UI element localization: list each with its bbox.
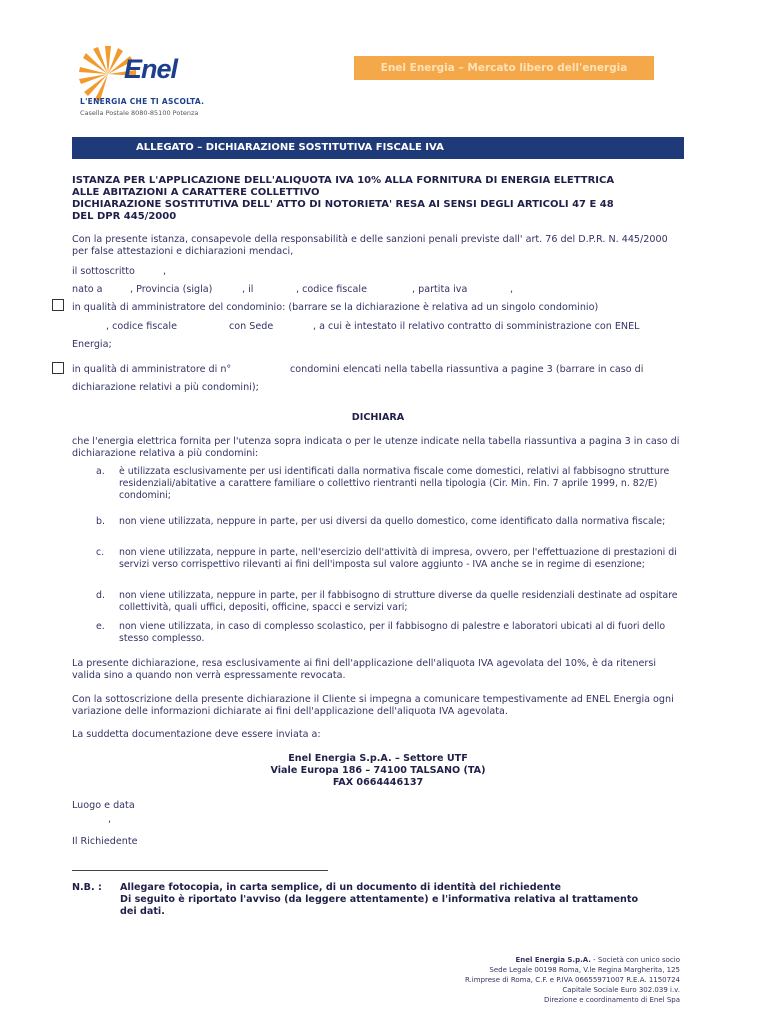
list-marker: d.: [96, 590, 105, 601]
dichiara-intro: che l'energia elettrica fornita per l'utenza sopra indicata o per le utenze indicate nella tabella riassuntiva a pagina 3 in caso di dichiarazione relativa a più condomini:: [72, 436, 680, 460]
option1-text: in qualità di amministratore del condominio: (barrare se la dichiarazione è relativa ad un singolo condominio): [72, 302, 599, 313]
label-partita-iva: , partita iva: [412, 284, 468, 295]
validity-paragraph: La presente dichiarazione, resa esclusivamente ai fini dell'applicazione dell'aliquota IVA agevolata del 10%, è da ritenersi valida sino a quando non verrà espressamente revocata.: [72, 658, 657, 682]
footer-company: [515, 956, 680, 966]
list-text: non viene utilizzata, in caso di complesso scolastico, per il fabbisogno di palestre e laboratori ubicati al di fuori dello stesso complesso.: [119, 621, 666, 644]
heading-line-2: ALLE ABITAZIONI A CARATTERE COLLETTIVO: [72, 187, 320, 198]
option1-contract: , a cui è intestato il relativo contratto di somministrazione con ENEL: [313, 321, 640, 332]
intro-paragraph: Con la presente istanza, consapevole della responsabilità e delle sanzioni penali previste dall' art. 76 del D.P.R. N. 445/2000 per false attestazioni e dichiarazioni mendaci,: [72, 234, 668, 258]
option1-codice-fiscale: , codice fiscale: [106, 321, 177, 332]
footer-line-4: Direzione e coordinamento di Enel Spa: [544, 996, 680, 1004]
brand-slogan: L'ENERGIA CHE TI ASCOLTA.: [80, 97, 205, 106]
list-text: non viene utilizzata, neppure in parte, per usi diversi da quello domestico, come identificato dalla normativa fiscale;: [119, 516, 666, 527]
label-codice-fiscale: , codice fiscale: [296, 284, 367, 295]
footer-line-1: Sede Legale 00198 Roma, V.le Regina Margherita, 125: [489, 966, 680, 974]
option1-energia: Energia;: [72, 339, 112, 350]
nb-line-1: Allegare fotocopia, in carta semplice, di un documento di identità del richiedente: [120, 882, 562, 893]
nb-label: N.B. :: [72, 882, 102, 893]
signature-line: [72, 870, 328, 871]
heading-line-4: DEL DPR 445/2000: [72, 211, 177, 222]
label-sottoscritto: il sottoscritto: [72, 266, 135, 277]
heading-line-1: ISTANZA PER L'APPLICAZIONE DELL'ALIQUOTA IVA 10% ALLA FORNITURA DI ENERGIA ELETTRICA: [72, 175, 615, 186]
luogo-data-label: Luogo e data: [72, 800, 135, 811]
option2-line2: dichiarazione relativi a più condomini);: [72, 382, 259, 393]
checkbox-multi-condominio[interactable]: [52, 362, 64, 374]
address-line-3: FAX 0664446137: [332, 777, 424, 788]
option2-line1b: condomini elencati nella tabella riassuntiva a pagine 3 (barrare in caso di: [290, 364, 644, 375]
label-nato-a: nato a: [72, 284, 103, 295]
option1-sede: con Sede: [229, 321, 274, 332]
send-paragraph: La suddetta documentazione deve essere inviata a:: [72, 729, 321, 740]
list-text: non viene utilizzata, neppure in parte, per il fabbisogno di strutture diverse da quelle residenziali destinate ad ospitare collettività, quali uffici, depositi, officine, spacci e servizi vari;: [119, 590, 678, 613]
list-marker: b.: [96, 516, 105, 527]
comma-1: ,: [163, 266, 167, 277]
label-provincia: , Provincia (sigla): [130, 284, 213, 295]
list-text: è utilizzata esclusivamente per usi identificati dalla normativa fiscale come domestici, relativi al fabbisogno strutture residenziali/abitative a carattere familiare o collettivo rientranti nella tipologia (Cir. Min. Fin. 7 aprile 1999, n. 82/E) condomini;: [119, 466, 670, 501]
dichiara-heading: DICHIARA: [351, 412, 405, 423]
luogo-comma: ,: [108, 814, 112, 825]
list-marker: a.: [96, 466, 105, 477]
commitment-paragraph: Con la sottoscrizione della presente dichiarazione il Cliente si impegna a comunicare tempestivamente ad ENEL Energia ogni variazione delle informazioni dichiarate ai fini dell'applicazione dell'aliquota IVA agevolata.: [72, 694, 674, 718]
footer-line-2: R.imprese di Roma, C.F. e P.IVA 06655971007 R.E.A. 1150724: [464, 976, 680, 984]
list-marker: c.: [96, 547, 105, 558]
list-text: non viene utilizzata, neppure in parte, nell'esercizio dell'attività di impresa, ovvero, per l'effettuazione di prestazioni di servizi verso corrispettivo rilevanti ai fini dell'imposta sul valore aggiunto - IVA anche se in regime di esenzione;: [119, 547, 677, 570]
document-title-bar: ALLEGATO – DICHIARAZIONE SOSTITUTIVA FISCALE IVA: [72, 137, 684, 159]
nb-line-2: Di seguito è riportato l'avviso (da leggere attentamente) e l'informativa relativa al trattamento: [120, 894, 639, 905]
address-line-2: Viale Europa 186 – 74100 TALSANO (TA): [270, 765, 486, 776]
header-banner: Enel Energia – Mercato libero dell'energia: [354, 56, 654, 80]
address-line-1: Enel Energia S.p.A. – Settore UTF: [288, 753, 468, 764]
footer-line-3: Capitale Sociale Euro 302.039 i.v.: [562, 986, 680, 994]
comma-2: ,: [510, 284, 514, 295]
heading-line-3: DICHIARAZIONE SOSTITUTIVA DELL' ATTO DI NOTORIETA' RESA AI SENSI DEGLI ARTICOLI 47 E 48: [72, 199, 614, 210]
po-box: Casella Postale 8080-85100 Potenza: [80, 109, 199, 117]
label-il: , il: [242, 284, 254, 295]
checkbox-single-condominio[interactable]: [52, 299, 64, 311]
footer-company-name: Enel Energia S.p.A.: [515, 956, 591, 964]
option2-line1a: in qualità di amministratore di n°: [72, 364, 232, 375]
brand-name: Enel: [124, 54, 178, 84]
footer-company-suffix: - Società con unico socio: [590, 956, 680, 964]
richiedente-label: Il Richiedente: [72, 836, 138, 847]
nb-line-3: dei dati.: [120, 906, 165, 917]
list-marker: e.: [96, 621, 105, 632]
